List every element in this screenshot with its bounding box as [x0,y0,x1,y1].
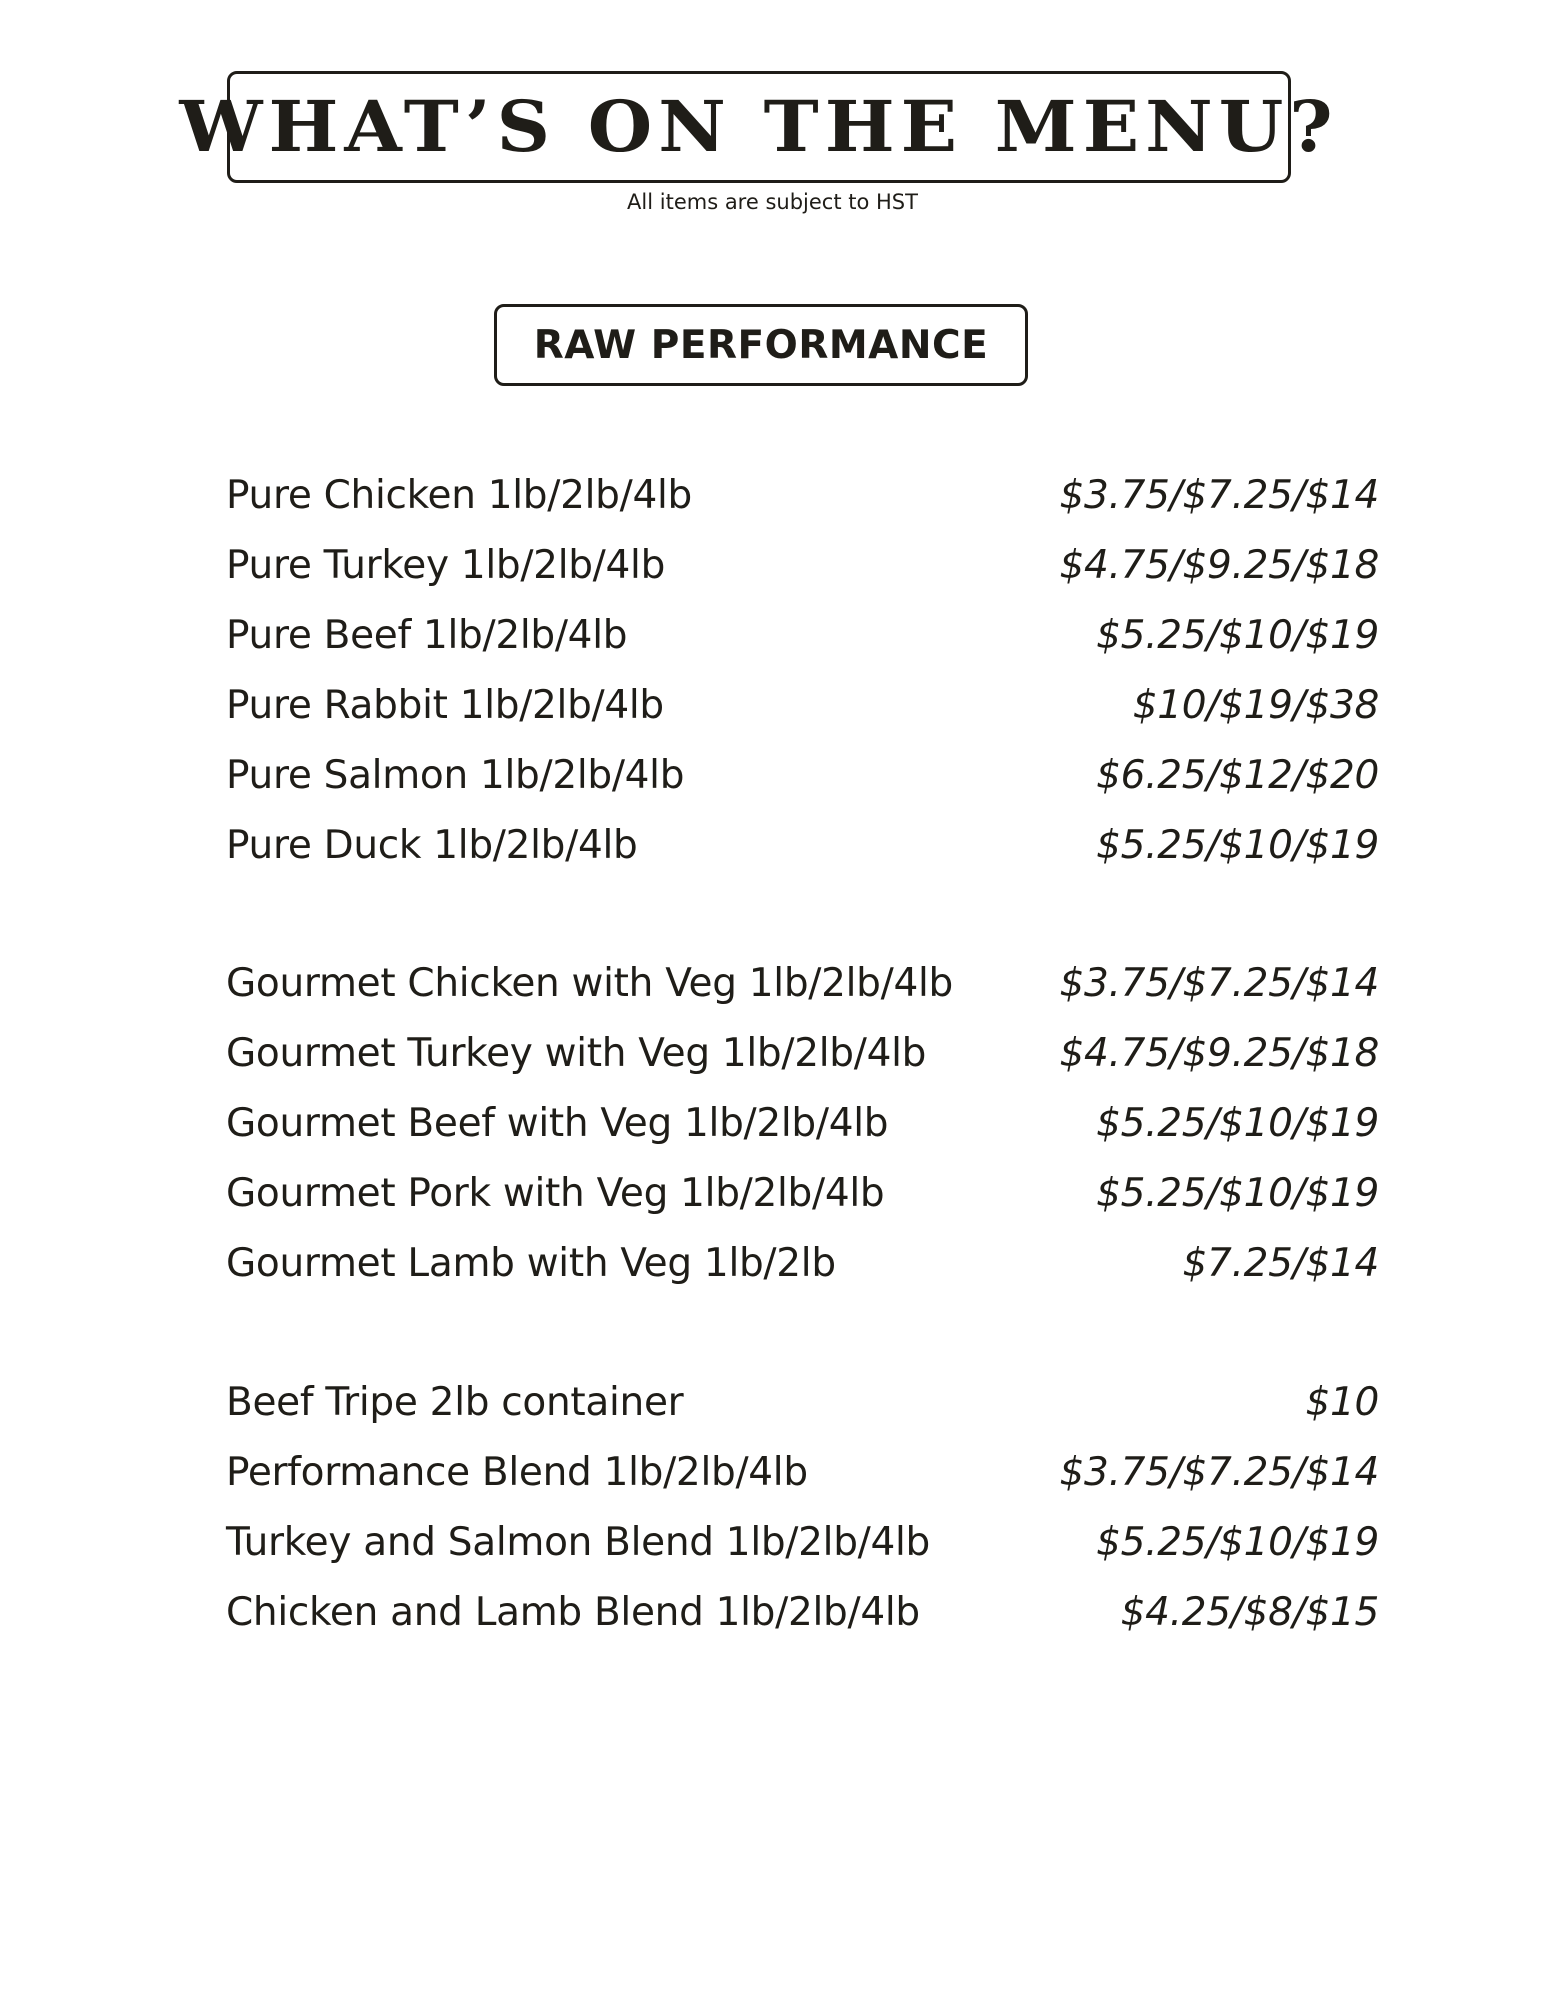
item-price: $3.75/$7.25/$14 [1059,960,1379,1006]
menu-item [226,1367,1379,1437]
item-name: Performance Blend 1lb/2lb/4lb [226,1449,808,1495]
menu-group-gourmet [226,948,1379,1298]
menu-title-box [179,71,1339,183]
menu-group-pure [226,460,1379,880]
page-title: WHAT’S ON THE MENU? [179,86,1339,168]
item-name: Gourmet Chicken with Veg 1lb/2lb/4lb [226,960,953,1006]
item-price: $4.75/$9.25/$18 [1059,1030,1379,1076]
item-price: $10/$19/$38 [1132,682,1379,728]
menu-item [226,948,1379,1018]
item-price: $5.25/$10/$19 [1096,822,1379,868]
section-title: RAW PERFORMANCE [533,322,989,368]
menu-item [226,810,1379,880]
menu-item [226,1577,1379,1647]
menu-item [226,670,1379,740]
item-name: Turkey and Salmon Blend 1lb/2lb/4lb [226,1519,930,1565]
section-header-box [494,304,1028,386]
item-price: $5.25/$10/$19 [1096,1519,1379,1565]
item-name: Chicken and Lamb Blend 1lb/2lb/4lb [226,1589,920,1635]
item-name: Gourmet Beef with Veg 1lb/2lb/4lb [226,1100,889,1146]
menu-item [226,600,1379,670]
menu-item [226,1228,1379,1298]
item-price: $3.75/$7.25/$14 [1059,1449,1379,1495]
menu-item [226,1088,1379,1158]
menu-item [226,460,1379,530]
item-price: $6.25/$12/$20 [1096,752,1379,798]
item-price: $4.75/$9.25/$18 [1059,542,1379,588]
item-name: Pure Beef 1lb/2lb/4lb [226,612,628,658]
menu-item [226,1507,1379,1577]
item-price: $4.25/$8/$15 [1120,1589,1379,1635]
item-name: Pure Salmon 1lb/2lb/4lb [226,752,685,798]
item-price: $3.75/$7.25/$14 [1059,472,1379,518]
item-price: $5.25/$10/$19 [1096,1170,1379,1216]
item-price: $10 [1305,1379,1379,1425]
item-name: Pure Rabbit 1lb/2lb/4lb [226,682,664,728]
tax-note: All items are subject to HST [627,190,918,214]
menu-item [226,1018,1379,1088]
menu-item [226,1158,1379,1228]
item-name: Gourmet Pork with Veg 1lb/2lb/4lb [226,1170,885,1216]
menu-item [226,1437,1379,1507]
menu-item [226,530,1379,600]
item-price: $5.25/$10/$19 [1096,1100,1379,1146]
item-price: $7.25/$14 [1182,1240,1379,1286]
item-name: Pure Duck 1lb/2lb/4lb [226,822,638,868]
item-name: Pure Turkey 1lb/2lb/4lb [226,542,666,588]
item-name: Gourmet Turkey with Veg 1lb/2lb/4lb [226,1030,927,1076]
item-name: Pure Chicken 1lb/2lb/4lb [226,472,692,518]
item-name: Gourmet Lamb with Veg 1lb/2lb [226,1240,836,1286]
item-price: $5.25/$10/$19 [1096,612,1379,658]
item-name: Beef Tripe 2lb container [226,1379,684,1425]
menu-group-blends [226,1367,1379,1647]
menu-item [226,740,1379,810]
